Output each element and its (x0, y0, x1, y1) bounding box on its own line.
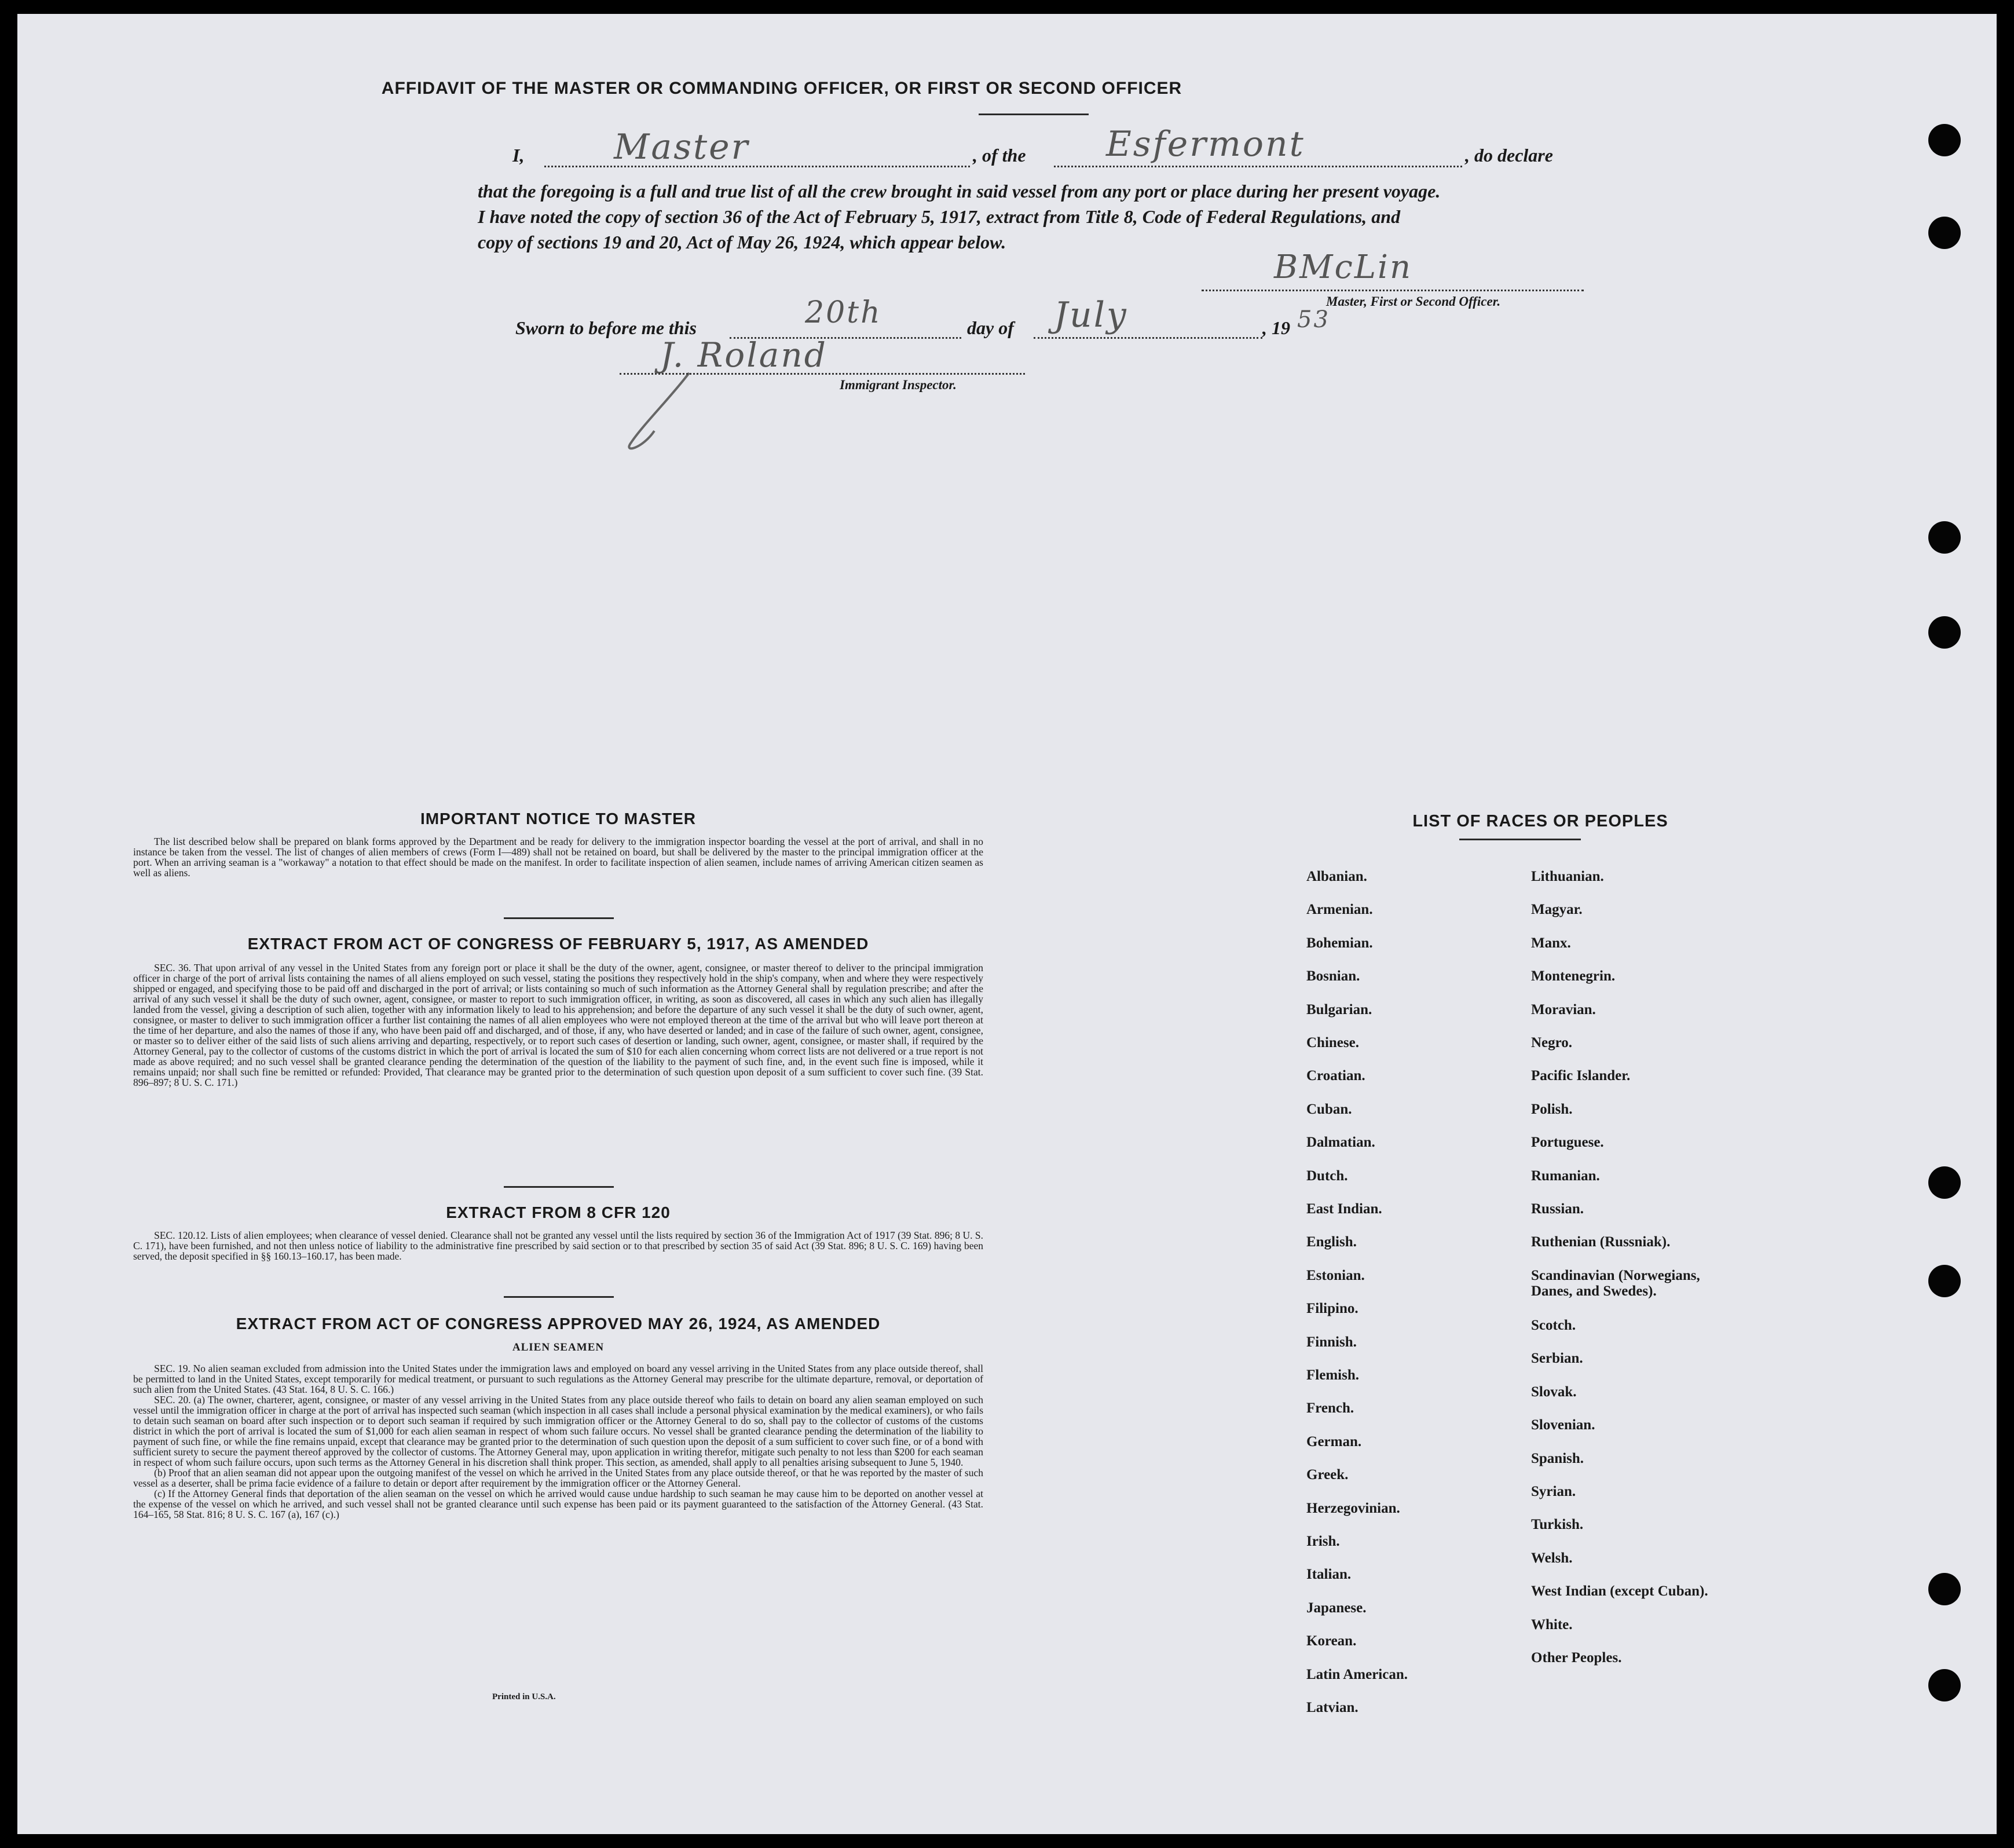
race-right-item: Turkish. (1531, 1517, 1584, 1533)
race-left-item: Latvian. (1306, 1700, 1358, 1715)
race-left-item: Korean. (1306, 1633, 1357, 1649)
race-left-item: Finnish. (1306, 1334, 1357, 1350)
race-right-item: West Indian (except Cuban). (1531, 1583, 1708, 1600)
affidavit-title: AFFIDAVIT OF THE MASTER OR COMMANDING OFFICER, OR FIRST OR SECOND OFFICER (381, 79, 1182, 98)
inspector-line (620, 373, 1025, 375)
race-right-item: Other Peoples. (1531, 1649, 1622, 1666)
printed-in-usa: Printed in U.S.A. (492, 1692, 556, 1701)
race-right-item: Slovak. (1531, 1384, 1577, 1400)
vessel-name-line (1054, 166, 1462, 167)
binder-hole (1928, 1669, 1961, 1701)
binder-hole (1928, 521, 1961, 554)
race-right-item: Montenegrin. (1531, 968, 1616, 985)
section-rule (504, 1186, 614, 1188)
vessel-name-handwritten: Esfermont (1106, 124, 1305, 164)
section-rule (504, 1296, 614, 1298)
of-the-label: , of the (973, 145, 1026, 166)
extract-1917-title: EXTRACT FROM ACT OF CONGRESS OF FEBRUARY 5, 1917, AS AMENDED (247, 935, 869, 953)
race-right-item: Pacific Islander. (1531, 1068, 1631, 1084)
inspector-signature: J. Roland (660, 335, 827, 375)
affidavit-line-3: I have noted the copy of section 36 of the Act of February 5, 1917, extract from Title 8, Code of Federal Regulations, and (478, 206, 1401, 227)
race-left-item: Dutch. (1306, 1168, 1348, 1184)
race-left-item: Dalmatian. (1306, 1135, 1375, 1151)
document-page (17, 14, 1997, 1834)
extract-8cfr-title: EXTRACT FROM 8 CFR 120 (446, 1203, 671, 1221)
race-left-item: Bulgarian. (1306, 1001, 1372, 1018)
section-rule (504, 917, 614, 919)
race-left-item: Chinese. (1306, 1035, 1359, 1051)
races-title: LIST OF RACES OR PEOPLES (1412, 812, 1668, 830)
sworn-month-line (1034, 337, 1262, 339)
binder-hole (1928, 1573, 1961, 1605)
sworn-month-handwritten: July (1054, 295, 1128, 335)
day-of-label: day of (967, 317, 1014, 338)
race-right-item: Lithuanian. (1531, 869, 1604, 884)
binder-hole (1928, 124, 1961, 156)
race-left-item: Greek. (1306, 1467, 1349, 1483)
race-left-item: Flemish. (1306, 1367, 1359, 1383)
race-left-item: Italian. (1306, 1567, 1352, 1583)
race-left-item: Irish. (1306, 1534, 1340, 1549)
races-title-rule (1459, 839, 1581, 840)
race-right-item: Ruthenian (Russniak). (1531, 1234, 1671, 1250)
title-rule (979, 114, 1089, 115)
race-right-item: Russian. (1531, 1201, 1584, 1217)
race-right-item: Portuguese. (1531, 1135, 1604, 1151)
race-left-item: Albanian. (1306, 869, 1367, 884)
race-left-item: French. (1306, 1400, 1354, 1417)
inspector-signature-flourish (620, 361, 712, 454)
sworn-label: Sworn to before me this (515, 317, 697, 338)
master-signature: BMcLin (1274, 248, 1413, 286)
extract-1924-paragraph: (c) If the Attorney General finds that deportation of the alien seaman on the vessel on which he arrived would cause undue hardship to such seaman he may cause him to be deported on another vessel at the expense of the vessel on which he arrived, and such vessel shall not be granted clearance until such expense has been paid or its payment guaranteed to the satisfaction of the Attorney General. (43 Stat. 164–165, 58 Stat. 816; 8 U. S. C. 167 (a), 167 (c).) (133, 1488, 983, 1520)
do-declare-label: , do declare (1465, 145, 1553, 166)
signature-line (1202, 290, 1584, 291)
binder-hole (1928, 1166, 1961, 1199)
race-left-item: English. (1306, 1234, 1357, 1250)
extract-8cfr-paragraph: SEC. 120.12. Lists of alien employees; when clearance of vessel denied. Clearance shall not be granted any vessel until the lists required by section 36 of the Immigration Act of 1917 (39 Stat. 896; 8 U. S. C. 171), have been furnished, and not then unless notice of liability to the administrative fine prescribed by said section or to that prescribed by section 35 of said Act (39 Stat. 896; 8 U. S. C. 169) having been served, the deposit specified in §§ 160.13–160.17, has been made. (133, 1229, 983, 1262)
affidavit-line-2: that the foregoing is a full and true list of all the crew brought in said vessel from any port or place during her present voyage. (478, 181, 1441, 202)
race-right-item: Polish. (1531, 1101, 1573, 1117)
race-left-item: Filipino. (1306, 1301, 1358, 1317)
race-left-item: Estonian. (1306, 1267, 1365, 1283)
extract-1917-text (133, 963, 983, 1088)
year-prefix: , 19 (1262, 317, 1290, 338)
race-right-item: Scotch. (1531, 1317, 1576, 1333)
race-right-item: Syrian. (1531, 1483, 1576, 1499)
race-left-item: Bohemian. (1306, 935, 1373, 951)
signature-caption: Master, First or Second Officer. (1326, 294, 1501, 309)
race-left-item: German. (1306, 1433, 1362, 1450)
notice-paragraph: The list described below shall be prepared on blank forms approved by the Department and be ready for delivery to the immigration inspector boarding the vessel at the port of arrival, and shall in no instance be taken from the vessel. The list of changes of alien members of crews (Form I—489) shall not be retained on board, but shall be delivered by the master to the principal immigration officer at the port. When an arriving seaman is a "workaway" a notation to that effect should be made on the manifest. In order to facilitate inspection of alien seamen, include names of arriving American citizen seamen as well as aliens. (133, 836, 983, 879)
i-label: I, (512, 145, 525, 166)
race-right-item: Magyar. (1531, 902, 1583, 918)
race-right-item: Negro. (1531, 1035, 1573, 1051)
race-right-item: Welsh. (1531, 1550, 1573, 1566)
race-left-item: Bosnian. (1306, 968, 1360, 985)
race-right-item: Rumanian. (1531, 1168, 1600, 1184)
inspector-caption: Immigrant Inspector. (840, 378, 957, 392)
binder-hole (1928, 616, 1961, 649)
race-right-item: White. (1531, 1616, 1573, 1633)
notice-title: IMPORTANT NOTICE TO MASTER (420, 810, 697, 828)
race-right-item: Slovenian. (1531, 1417, 1595, 1433)
extract-8cfr-text (133, 1230, 983, 1261)
race-right-item: Manx. (1531, 935, 1571, 951)
race-right-item: Serbian. (1531, 1351, 1583, 1367)
master-name-handwritten: Master (614, 127, 750, 167)
race-right-item: Spanish. (1531, 1450, 1584, 1466)
notice-text (133, 836, 983, 878)
race-left-item: Armenian. (1306, 902, 1373, 918)
sworn-day-handwritten: 20th (805, 295, 882, 330)
extract-1924-text (133, 1363, 983, 1520)
extract-1924-paragraph: SEC. 20. (a) The owner, charterer, agent, consignee, or master of any vessel arriving in the United States from any place outside thereof who fails to detain on board any alien seaman employed on such vessel until the immigration officer in charge at the port of arrival has inspected such seaman (which inspection in all cases shall include a personal physical examination by the medical examiners), or who fails to detain such seaman on board after such inspection or to deport such seaman if required by such immigration officer or the Attorney General to do so, shall pay to the collector of customs of the customs district in which the port of arrival is located the sum of $1,000 for each alien seaman in respect of whom such failure occurs. No vessel shall be granted clearance pending the determination of the liability to payment of such fine, or while the fine remains unpaid, except that clearance may be granted prior to the determination of such question upon the deposit of a sum sufficient to cover such fine, or of a bond with sufficient surety to secure the payment thereof approved by the collector of customs. The Attorney General may, upon application in writing therefor, mitigate such penalty to not less than $200 for each seaman in respect of whom such failure occurs, upon such terms as the Attorney General in his discretion shall think proper. This section, as amended, shall apply to all penalties arising subsequent to June 5, 1940. (133, 1394, 983, 1468)
race-left-item: Cuban. (1306, 1101, 1352, 1117)
extract-1924-paragraph: (b) Proof that an alien seaman did not appear upon the outgoing manifest of the vessel on which he arrived in the United States from any place outside thereof, or that he was reported by the master of such vessel as a deserter, shall be prima facie evidence of a failure to detain or deport after requirement by the immigration officer or the Attorney General. (133, 1467, 983, 1489)
binder-hole (1928, 217, 1961, 249)
race-left-item: Croatian. (1306, 1068, 1365, 1084)
extract-1924-subtitle: ALIEN SEAMEN (512, 1341, 605, 1353)
extract-1924-title: EXTRACT FROM ACT OF CONGRESS APPROVED MAY 26, 1924, AS AMENDED (236, 1315, 881, 1333)
race-left-item: Latin American. (1306, 1666, 1408, 1682)
affidavit-line-4: copy of sections 19 and 20, Act of May 26, 1924, which appear below. (478, 232, 1006, 253)
year-suffix-handwritten: 53 (1297, 306, 1330, 333)
race-right-item: Moravian. (1531, 1001, 1596, 1018)
race-right-item: Scandinavian (Norwegians, Danes, and Swedes). (1531, 1267, 1700, 1299)
extract-1917-paragraph: SEC. 36. That upon arrival of any vessel in the United States from any foreign port or place it shall be the duty of the owner, agent, consignee, or master thereof to deliver to the principal immigration officer in charge of the port of arrival lists containing the names of all aliens employed on such vessel, stating the positions they respectively hold in the ship's company, when and where they were respectively shipped or engaged, and specifying those to be paid off and discharged in the port of arrival; or lists containing so much of such information as the Attorney General shall by regulation prescribe; and after the arrival of any such vessel it shall be the duty of such owner, agent, consignee, or master to report to such immigration officer, in writing, as soon as discovered, all cases in which any such alien has illegally landed from the vessel, giving a description of such alien, together with any information likely to lead to his apprehension; and before the departure of any such vessel it shall be the duty of such owner, agent, consignee, or master to deliver to such immigration officer a further list containing the names of all alien employees who were not employed thereon at the time of the arrival but who will leave port thereon at the time of her departure, and also the names of those if any, who have been paid off and discharged, and of those, if any, who have deserted or landed; and in case of the failure of such owner, agent, consignee, or master so to deliver either of the said lists of such aliens arriving and departing, respectively, or to report such cases of desertion or landing, such owner, agent, consignee, or master shall, if required by the Attorney General, pay to the collector of customs of the customs district in which the port of arrival is located the sum of $10 for each alien concerning whom correct lists are not delivered or a true report is not made as above required; and no such vessel shall be granted clearance pending the determination of the question of the liability to the payment of such fine, and, in the event such fine is imposed, while it remains unpaid; nor shall such fine be remitted or refunded: Provided, That clearance may be granted prior to the determination of such question upon deposit of a sum sufficient to cover such fine. (39 Stat. 896–897; 8 U. S. C. 171.) (133, 962, 983, 1088)
binder-hole (1928, 1265, 1961, 1297)
master-name-line (544, 166, 970, 167)
race-left-item: Japanese. (1306, 1600, 1367, 1616)
race-left-item: Herzegovinian. (1306, 1500, 1400, 1516)
extract-1924-paragraph: SEC. 19. No alien seaman excluded from admission into the United States under the immigration laws and employed on board any vessel arriving in the United States from any place outside thereof, shall be permitted to land in the United States, except temporarily for medical treatment, or pursuant to such regulations as the Attorney General may prescribe for the ultimate departure, removal, or deportation of such alien from the United States. (43 Stat. 164, 8 U. S. C. 166.) (133, 1363, 983, 1395)
race-left-item: East Indian. (1306, 1201, 1382, 1217)
